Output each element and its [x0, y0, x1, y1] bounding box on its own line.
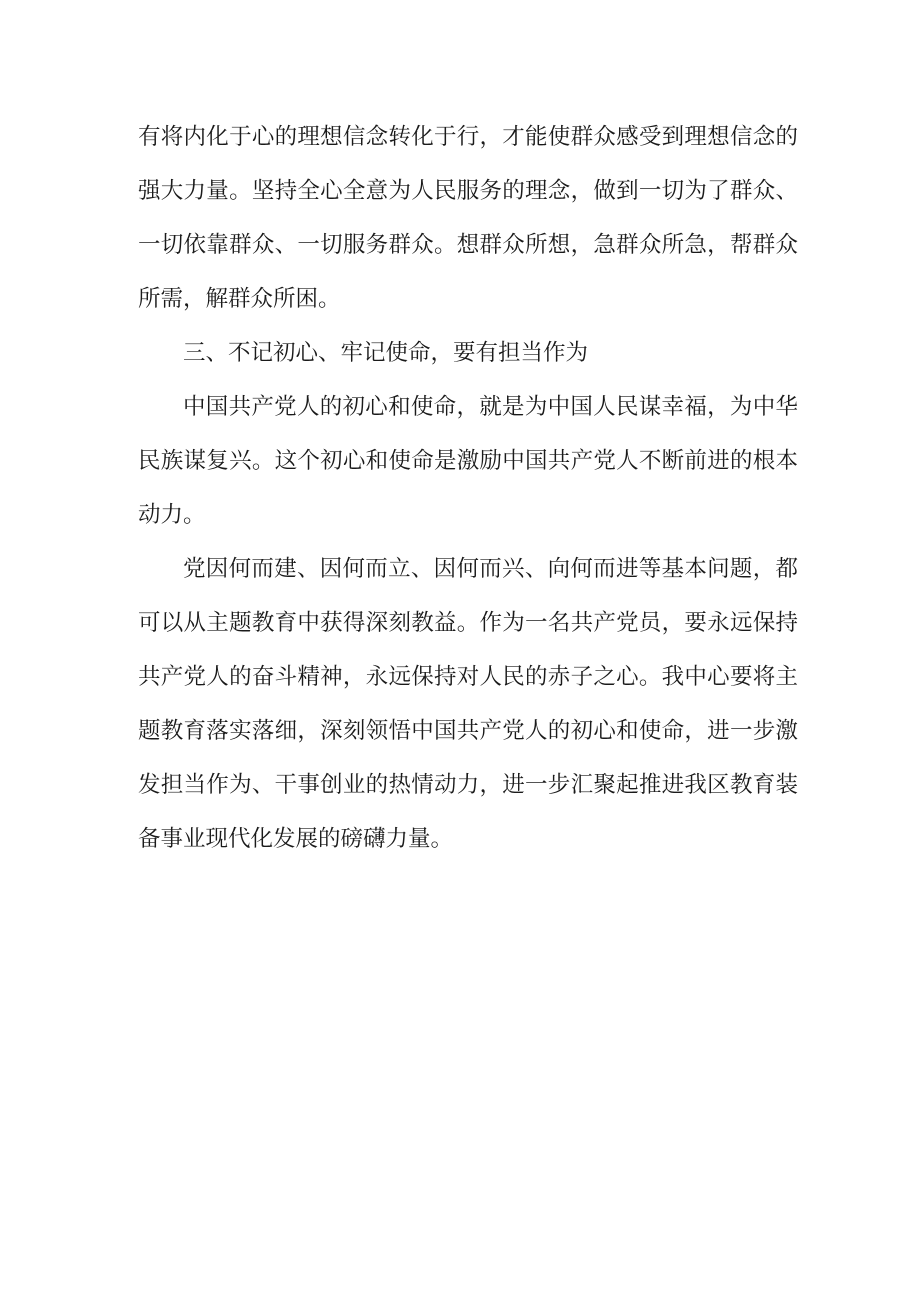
- section-heading: 三、不记初心、牢记使命，要有担当作为: [183, 340, 589, 366]
- document-body: [138, 110, 798, 866]
- paragraph-3: 党因何而建、因何而立、因何而兴、向何而进等基本问题，都可以从主题教育中获得深刻教益。作为一名共产党员，要永远保持共产党人的奋斗精神，永远保持对人民的赤子之心。我中心要将主题教育落实落细，深刻领悟中国共产党人的初心和使命，进一步激发担当作为、干事创业的热情动力，进一步汇聚起推进我区教育装备事业现代化发展的磅礴力量。: [138, 556, 798, 852]
- paragraph-continued: 有将内化于心的理想信念转化于行，才能使群众感受到理想信念的强大力量。坚持全心全意为人民服务的理念，做到一切为了群众、一切依靠群众、一切服务群众。想群众所想，急群众所急，帮群众所需，解群众所困。: [138, 124, 798, 312]
- paragraph-2: 中国共产党人的初心和使命，就是为中国人民谋幸福，为中华民族谋复兴。这个初心和使命是激励中国共产党人不断前进的根本动力。: [138, 394, 798, 528]
